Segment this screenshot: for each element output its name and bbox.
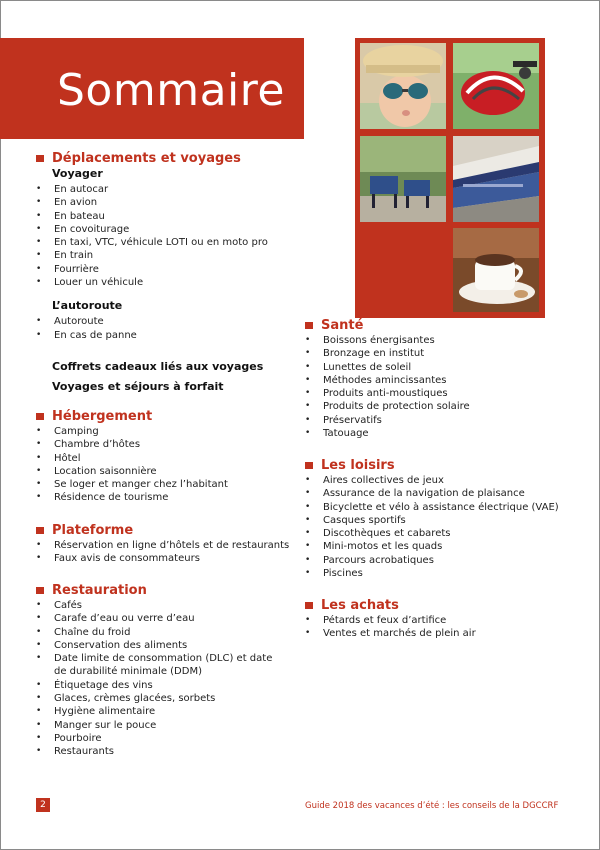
list-item[interactable]: • Pétards et feux d’artifice <box>305 614 575 627</box>
list-item[interactable]: • Piscines <box>305 567 575 580</box>
list-item[interactable]: • Hôtel <box>36 452 296 465</box>
section-hebergement <box>36 408 296 505</box>
section-heading[interactable]: Restauration <box>36 582 276 599</box>
list-item[interactable]: • Cafés <box>36 599 276 612</box>
list-item[interactable]: • Se loger et manger chez l’habitant <box>36 478 296 491</box>
section-heading[interactable]: Plateforme <box>36 522 296 539</box>
bicycle-helmet-photo <box>453 43 539 129</box>
list-item[interactable]: • En bateau <box>36 210 296 223</box>
list-item[interactable]: • Tatouage <box>305 427 575 440</box>
list-item[interactable]: • Date limite de consommation (DLC) et date de durabilité minimale (DDM) <box>36 652 276 679</box>
bullet-square-icon <box>305 462 313 469</box>
section-loisirs <box>305 457 575 580</box>
list-item[interactable]: • Restaurants <box>36 745 276 758</box>
list-item[interactable]: • Produits anti-moustiques <box>305 387 575 400</box>
page-title: Sommaire <box>57 65 285 116</box>
list-item[interactable]: • Discothèques et cabarets <box>305 527 575 540</box>
bullet-square-icon <box>36 155 44 162</box>
loisirs-list <box>305 474 575 580</box>
sub-heading-sejours[interactable]: Voyages et séjours à forfait <box>52 379 224 393</box>
list-item[interactable]: • Glaces, crèmes glacées, sorbets <box>36 692 276 705</box>
list-item[interactable]: • Chaîne du froid <box>36 626 276 639</box>
list-item[interactable]: • Camping <box>36 425 296 438</box>
list-item[interactable]: • Méthodes amincissantes <box>305 374 575 387</box>
coffee-cup-photo <box>453 228 539 312</box>
list-item[interactable]: • Louer un véhicule <box>36 276 296 289</box>
list-item[interactable]: • Préservatifs <box>305 414 575 427</box>
bullet-square-icon <box>36 413 44 420</box>
list-item[interactable]: • Location saisonnière <box>36 465 296 478</box>
sub-heading-voyager[interactable]: Voyager <box>52 167 103 180</box>
list-item[interactable]: • Bronzage en institut <box>305 347 575 360</box>
list-item[interactable]: • Produits de protection solaire <box>305 400 575 413</box>
section-heading[interactable]: Les loisirs <box>305 457 575 474</box>
list-item[interactable]: • Manger sur le pouce <box>36 719 276 732</box>
bullet-square-icon <box>36 527 44 534</box>
sub-heading-autoroute[interactable]: L’autoroute <box>52 299 123 313</box>
voyager-list <box>36 183 296 289</box>
list-item[interactable]: • Pourboire <box>36 732 276 745</box>
list-item[interactable]: • En train <box>36 249 296 262</box>
list-item[interactable]: • Résidence de tourisme <box>36 491 296 504</box>
photo-collage <box>355 38 545 318</box>
list-item[interactable]: • Autoroute <box>36 315 296 328</box>
list-item[interactable]: • En avion <box>36 196 296 209</box>
list-item[interactable]: • Aires collectives de jeux <box>305 474 575 487</box>
plateforme-list <box>36 539 296 566</box>
achats-list <box>305 614 575 641</box>
list-item[interactable]: • En autocar <box>36 183 296 196</box>
section-heading[interactable]: Les achats <box>305 597 575 614</box>
hebergement-list <box>36 425 296 505</box>
list-item[interactable]: • Casques sportifs <box>305 514 575 527</box>
section-achats <box>305 597 575 641</box>
list-item[interactable]: • Ventes et marchés de plein air <box>305 627 575 640</box>
child-with-sunglasses-photo <box>360 43 446 129</box>
list-item[interactable]: • Parcours acrobatiques <box>305 554 575 567</box>
section-sante <box>305 317 575 440</box>
section-heading[interactable]: Santé <box>305 317 575 334</box>
sante-list <box>305 334 575 440</box>
bullet-square-icon <box>305 602 313 609</box>
restauration-list <box>36 599 276 759</box>
footer-text: Guide 2018 des vacances d’été : les conseils de la DGCCRF <box>305 801 559 811</box>
list-item[interactable]: • En taxi, VTC, véhicule LOTI ou en moto pro <box>36 236 296 249</box>
list-item[interactable]: • Bicyclette et vélo à assistance électrique (VAE) <box>305 501 575 514</box>
list-item[interactable]: • Fourrière <box>36 263 296 276</box>
list-item[interactable]: • En cas de panne <box>36 329 296 342</box>
section-heading[interactable]: Hébergement <box>36 408 296 425</box>
list-item[interactable]: • Mini-motos et les quads <box>305 540 575 553</box>
list-item[interactable]: • Lunettes de soleil <box>305 361 575 374</box>
list-item[interactable]: • Chambre d’hôtes <box>36 438 296 451</box>
section-plateforme <box>36 522 296 566</box>
list-item[interactable]: • Hygiène alimentaire <box>36 705 276 718</box>
list-item[interactable]: • Faux avis de consommateurs <box>36 552 296 565</box>
list-item[interactable]: • Conservation des aliments <box>36 639 276 652</box>
bullet-square-icon <box>305 322 313 329</box>
section-heading[interactable]: Déplacements et voyages <box>36 150 296 167</box>
terrace-chairs-photo <box>360 136 446 222</box>
list-item[interactable]: • Étiquetage des vins <box>36 679 276 692</box>
list-item[interactable]: • Réservation en ligne d’hôtels et de restaurants <box>36 539 296 552</box>
bullet-square-icon <box>36 587 44 594</box>
list-item[interactable]: • En covoiturage <box>36 223 296 236</box>
page-number: 2 <box>36 798 50 812</box>
section-restauration <box>36 582 276 759</box>
list-item[interactable]: • Boissons énergisantes <box>305 334 575 347</box>
autoroute-list <box>36 315 296 342</box>
train-photo <box>453 136 539 222</box>
list-item[interactable]: • Carafe d’eau ou verre d’eau <box>36 612 276 625</box>
sub-heading-coffrets[interactable]: Coffrets cadeaux liés aux voyages <box>52 359 264 373</box>
section-deplacements <box>36 150 296 396</box>
list-item[interactable]: • Assurance de la navigation de plaisance <box>305 487 575 500</box>
